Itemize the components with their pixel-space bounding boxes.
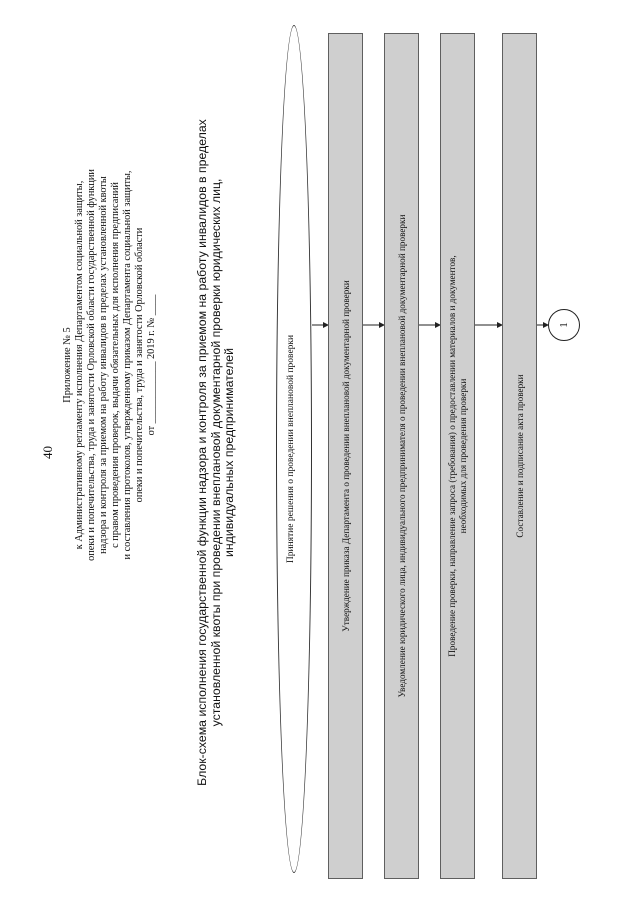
flowchart-start-oval	[276, 25, 312, 873]
step-4-label: Составление и подписание акта проверки	[515, 374, 525, 538]
appendix-line: и составления протоколов, утвержденному приказом Департамента социальной защиты,	[122, 170, 133, 560]
appendix-line: к Административному регламенту исполнения Департаментом социальной защиты,	[74, 180, 85, 550]
flowchart-title-line: установленной квоты при проведении внеплановой документарной проверки юридических лиц,	[208, 178, 223, 727]
appendix-line: с правом проведения проверок, выдачи обязательных для исполнения предписаний	[110, 182, 121, 548]
appendix-title: Приложение № 5	[62, 327, 73, 403]
flowchart-title-line: индивидуальных предпринимателей	[222, 348, 236, 558]
step-1-label: Утверждение приказа Департамента о проведении внеплановой документарной проверки	[341, 280, 351, 632]
flowchart-step-2	[384, 33, 419, 879]
flowchart-step-3	[440, 33, 475, 879]
step-3-label-line-2: необходимых для проведения проверки	[458, 378, 468, 534]
flowchart-step-1	[328, 33, 363, 879]
appendix-line: опеки и попечительства, труда и занятости Орловской области государственной функции	[86, 169, 97, 561]
appendix-line: надзора и контроля за приемом на работу инвалидов в пределах установленной квоты	[98, 176, 109, 554]
appendix-line: опеки и попечительства, труда и занятости Орловской области	[134, 227, 145, 503]
page-number: 40	[40, 446, 55, 459]
appendix-date-line: от ____________ 2019 г. № ____	[146, 294, 157, 436]
page-connector-label: 1	[558, 322, 570, 328]
flowchart-step-4	[502, 33, 537, 879]
step-2-label: Уведомление юридического лица, индивидуального предпринимателя о проведении внеплановой документарной проверки	[397, 214, 407, 698]
start-label: Принятие решения о проведении внеплановой проверки	[286, 334, 296, 564]
step-3-label-line-1: Проведение проверки, направление запроса (требования) о предоставлении материалов и документов,	[447, 255, 457, 657]
page-connector-circle	[548, 309, 580, 341]
flowchart-title-line: Блок-схема исполнения государственной функции надзора и контроля за приемом на работу инвалидов в пределах	[195, 119, 209, 786]
